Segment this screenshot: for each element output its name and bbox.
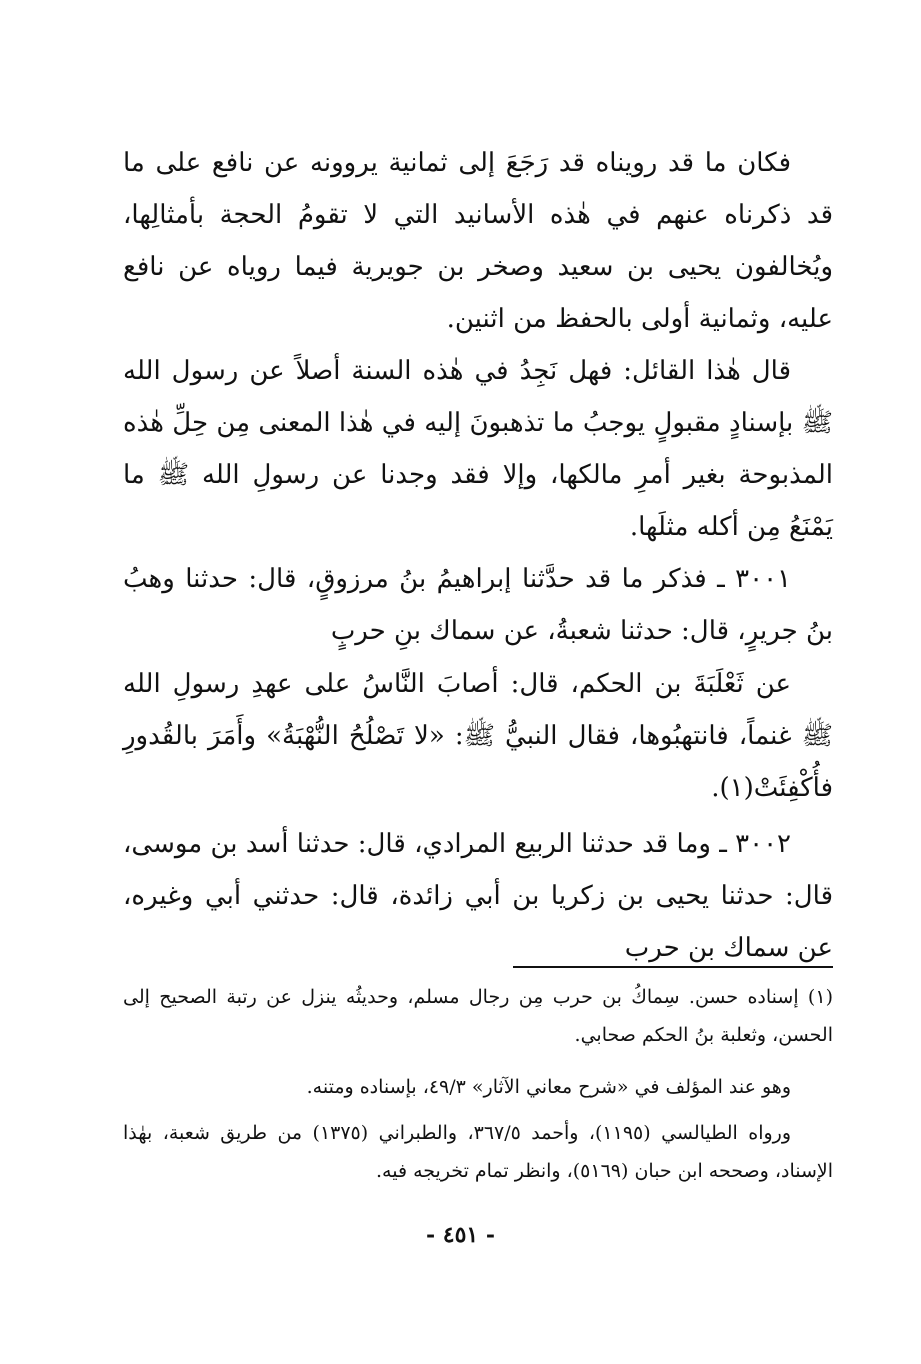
footnote-2 (123, 1068, 833, 1106)
hadith-3002-chain (123, 818, 833, 974)
footnote-3 (123, 1114, 833, 1190)
paragraph-1 (123, 137, 833, 345)
hadith-3001-text (123, 658, 833, 814)
paragraph-text: ٣٠٠١ ـ فذكر ما قد حدَّثنا إبراهيمُ بنُ مرزوقٍ، قال: حدثنا وهبُ بنُ جريرٍ، قال: حدثنا شعبةُ، عن سماك بنِ حربٍ (123, 564, 833, 646)
footnote-separator (513, 966, 833, 968)
footnote-text: وهو عند المؤلف في «شرح معاني الآثار» ٤٩/٣، بإسناده ومتنه. (306, 1076, 791, 1098)
paragraph-text: قال هٰذا القائل: فهل نَجِدُ في هٰذه السنة أصلاً عن رسول الله ﷺ بإسنادٍ مقبولٍ يوجبُ ما تذهبونَ إليه في هٰذا المعنى مِن حِلِّ هٰذه المذبوحة بغير أمرِ مالكها، وإلا فقد وجدنا عن رسولِ الله ﷺ ما يَمْنَعُ مِن أكله مثلَها. (123, 356, 833, 542)
page-number: - ٤٥١ - (425, 1222, 496, 1248)
footnote-text: (١) إسناده حسن. سِماكُ بن حرب مِن رجال مسلم، وحديثُه ينزل عن رتبة الصحيح إلى الحسن، وثعلبة بنُ الحكم صحابي. (123, 986, 833, 1046)
paragraph-text: فكان ما قد رويناه قد رَجَعَ إلى ثمانية يروونه عن نافع على ما قد ذكرناه عنهم في هٰذه الأسانيد التي لا تقومُ الحجة بأمثالِها، ويُخالفون يحيى بن سعيد وصخر بن جويرية فيما روياه عن نافع عليه، وثمانية أولى بالحفظ من اثنين. (123, 148, 833, 334)
paragraph-2 (123, 345, 833, 553)
hadith-3001-chain (123, 553, 833, 657)
paragraph-text: عن ثَعْلَبَةَ بن الحكم، قال: أصابَ النَّاسُ على عهدِ رسولِ الله ﷺ غنماً، فانتهبُوها، فقال النبيُّ ﷺ: «لا تَصْلُحُ النُّهْبَةُ» وأَمَرَ بالقُدورِ فأُكْفِئَتْ(١). (123, 669, 833, 803)
footnote-1 (123, 978, 833, 1054)
footnote-text: ورواه الطيالسي (١١٩٥)، وأحمد ٣٦٧/٥، والطبراني (١٣٧٥) من طريق شعبة، بهٰذا الإسناد، وصححه ابن حبان (٥١٦٩)، وانظر تمام تخريجه فيه. (123, 1122, 833, 1182)
paragraph-text: ٣٠٠٢ ـ وما قد حدثنا الربيع المرادي، قال: حدثنا أسد بن موسى، قال: حدثنا يحيى بن زكريا بن أبي زائدة، قال: حدثني أبي وغيره، عن سماك بن حرب (123, 829, 833, 963)
